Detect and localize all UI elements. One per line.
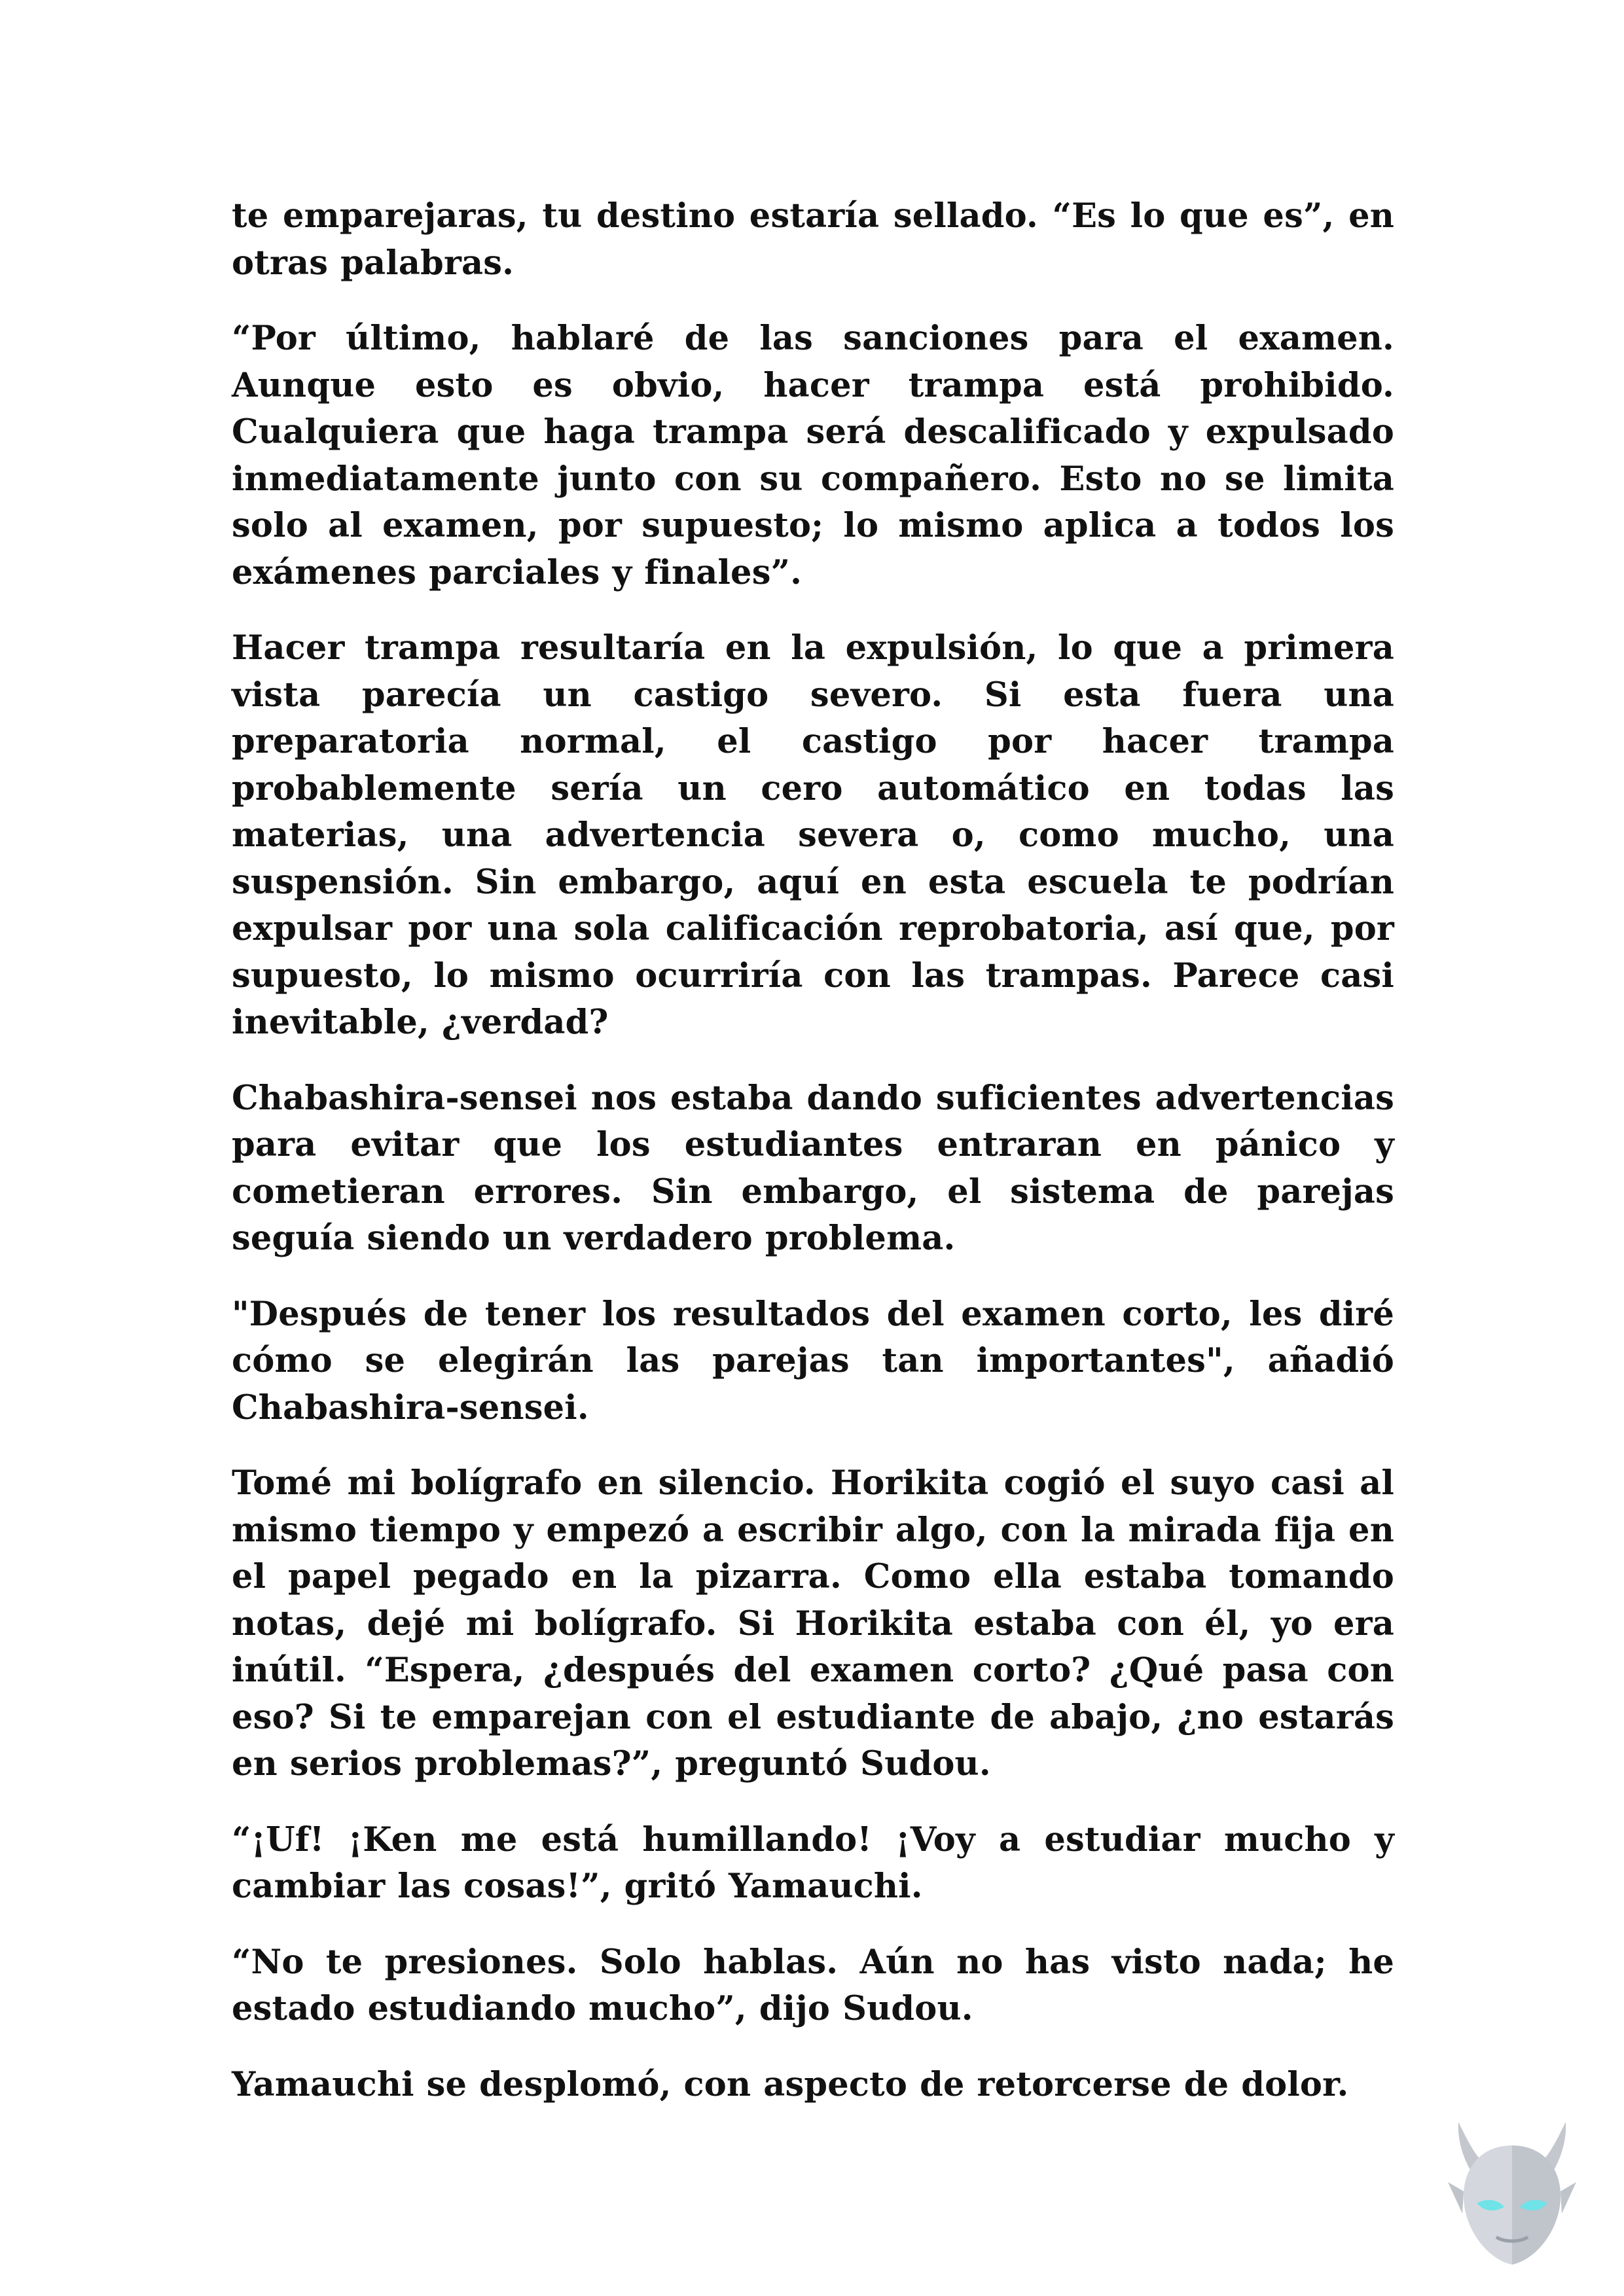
paragraph-1: te emparejaras, tu destino estaría sellado. “Es lo que es”, en otras palabras. [232,196,1394,283]
paragraph-9: Yamauchi se desplomó, con aspecto de retorcerse de dolor. [232,2064,1349,2104]
paragraph-5: "Después de tener los resultados del examen corto, les diré cómo se elegirán las parejas tan importantes", añadió Chabashira-sensei. [232,1294,1394,1427]
document-page [232,193,1394,2137]
paragraph-3: Hacer trampa resultaría en la expulsión, lo que a primera vista parecía un castigo severo. Si esta fuera una preparatoria normal, el castigo por hacer trampa probablemente sería un cero automático en todas las materias, una advertencia severa o, como mucho, una suspensión. Sin embargo, aquí en esta escuela te podrían expulsar por una sola calificación reprobatoria, así que, por supuesto, lo mismo ocurriría con las trampas. Parece casi inevitable, ¿verdad? [232,628,1394,1042]
paragraph-8: “No te presiones. Solo hablas. Aún no has visto nada; he estado estudiando mucho”, dijo Sudou. [232,1942,1394,2028]
paragraph-4: Chabashira-sensei nos estaba dando suficientes advertencias para evitar que los estudiantes entraran en pánico y cometieran errores. Sin embargo, el sistema de parejas seguía siendo un verdadero problema. [232,1078,1394,1258]
paragraph-6: Tomé mi bolígrafo en silencio. Horikita cogió el suyo casi al mismo tiempo y empezó a escribir algo, con la mirada fija en el papel pegado en la pizarra. Como ella estaba tomando notas, dejé mi bolígrafo. Si Horikita estaba con él, yo era inútil. “Espera, ¿después del examen corto? ¿Qué pasa con eso? Si te emparejan con el estudiante de abajo, ¿no estarás en serios problemas?”, preguntó Sudou. [232,1463,1394,1784]
paragraph-2: “Por último, hablaré de las sanciones para el examen. Aunque esto es obvio, hacer trampa está prohibido. Cualquiera que haga trampa será descalificado y expulsado inmediatamente junto con su compañero. Esto no se limita solo al examen, por supuesto; lo mismo aplica a todos los exámenes parciales y finales”. [232,319,1394,592]
demon-head-logo-icon [1434,2114,1591,2271]
paragraph-7: “¡Uf! ¡Ken me está humillando! ¡Voy a estudiar mucho y cambiar las cosas!”, gritó Yamauchi. [232,1820,1394,1906]
